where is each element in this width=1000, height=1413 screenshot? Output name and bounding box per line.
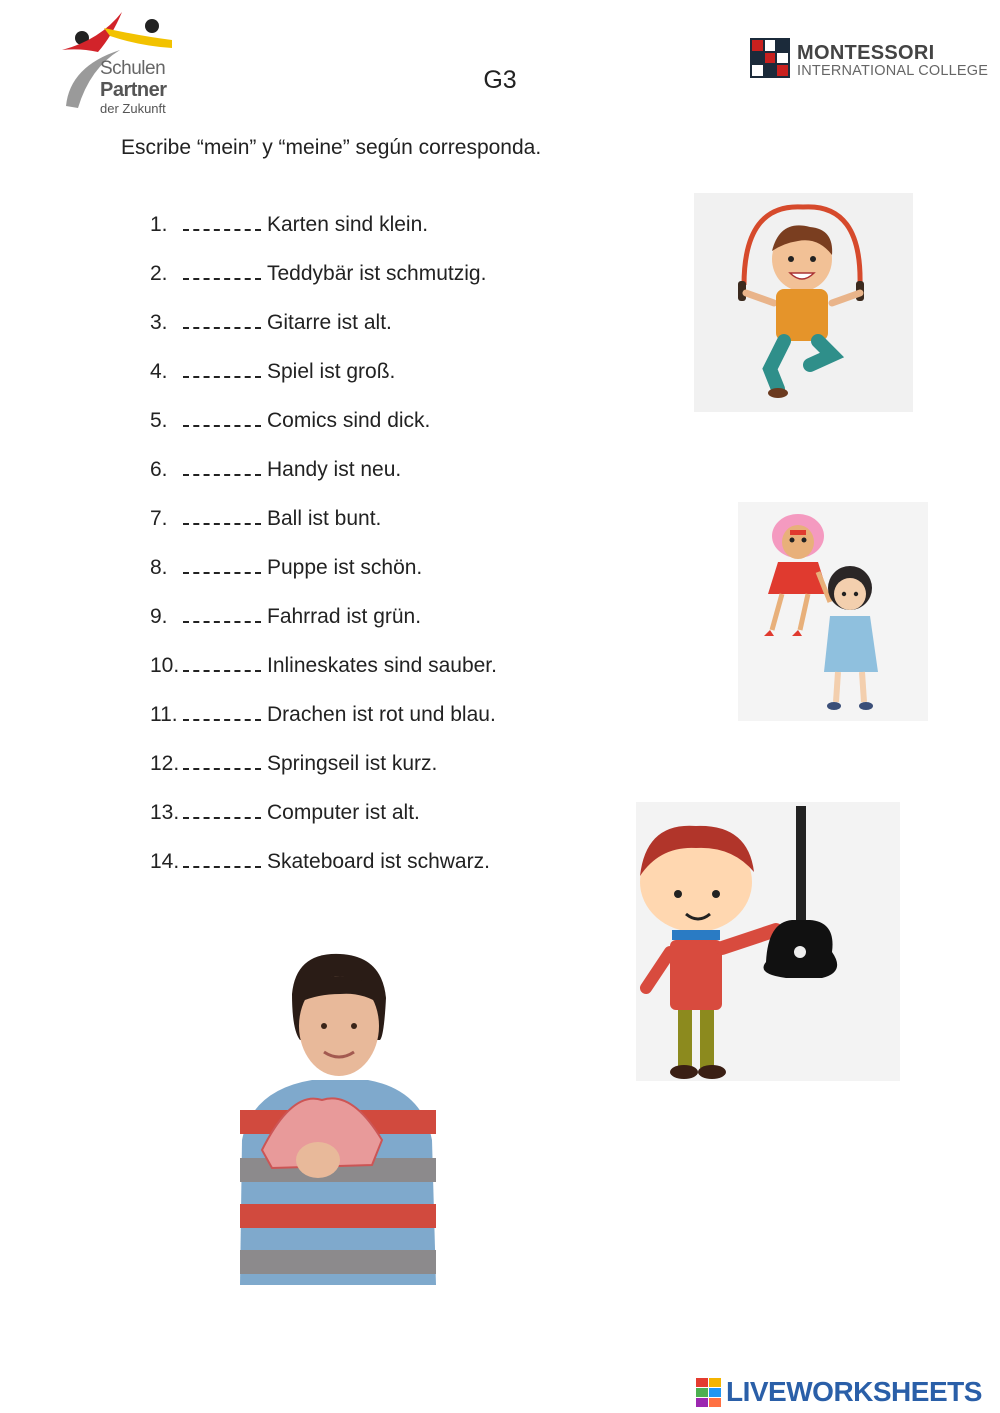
answer-blank[interactable] (183, 866, 261, 868)
exercise-sentence: Fahrrad ist grün. (267, 605, 422, 628)
page-title: G3 (483, 66, 517, 94)
exercise-number: 12. (150, 752, 180, 775)
montessori-logo (750, 38, 990, 80)
answer-blank[interactable] (183, 572, 261, 574)
boy-holding-cards-photo (222, 940, 450, 1285)
exercise-item (150, 357, 395, 387)
answer-blank[interactable] (183, 376, 261, 378)
exercise-item (150, 847, 490, 877)
exercise-item (150, 406, 430, 436)
exercise-sentence: Drachen ist rot und blau. (267, 703, 496, 726)
exercise-sentence: Skateboard ist schwarz. (267, 850, 490, 873)
schulen-logo-line-3: der Zukunft (100, 101, 166, 116)
exercise-item (150, 308, 392, 338)
exercise-sentence: Inlineskates sind sauber. (267, 654, 497, 677)
answer-blank[interactable] (183, 817, 261, 819)
exercise-sentence: Ball ist bunt. (267, 507, 382, 530)
answer-blank[interactable] (183, 523, 261, 525)
exercise-item (150, 504, 381, 534)
exercise-sentence: Teddybär ist schmutzig. (267, 262, 487, 285)
exercise-number: 4. (150, 360, 168, 383)
answer-blank[interactable] (183, 768, 261, 770)
exercise-number: 11. (150, 703, 178, 726)
schulen-logo-line-1: Schulen (100, 58, 166, 79)
exercise-number: 6. (150, 458, 168, 481)
exercise-number: 3. (150, 311, 168, 334)
answer-blank[interactable] (183, 278, 261, 280)
liveworksheets-brand-text: LIVEWORKSHEETS (726, 1376, 982, 1407)
exercise-sentence: Karten sind klein. (267, 213, 429, 236)
schulen-logo-line-2: Partner (100, 79, 167, 101)
exercise-item (150, 455, 401, 485)
answer-blank[interactable] (183, 327, 261, 329)
exercise-item (150, 798, 420, 828)
boy-with-guitar-illustration (636, 802, 900, 1081)
liveworksheets-logo (696, 1374, 996, 1410)
montessori-logo-subtitle: INTERNATIONAL COLLEGE (797, 63, 989, 79)
exercise-sentence: Puppe ist schön. (267, 556, 423, 579)
girl-with-doll-illustration (738, 502, 928, 721)
answer-blank[interactable] (183, 229, 261, 231)
exercise-item (150, 651, 497, 681)
exercise-item (150, 553, 422, 583)
exercise-sentence: Computer ist alt. (267, 801, 420, 824)
jump-rope-boy-illustration (694, 193, 913, 412)
answer-blank[interactable] (183, 719, 261, 721)
schulen-partner-logo (60, 6, 175, 116)
exercise-sentence: Spiel ist groß. (267, 360, 396, 383)
exercise-number: 9. (150, 605, 168, 628)
answer-blank[interactable] (183, 621, 261, 623)
exercise-item (150, 749, 437, 779)
exercise-number: 8. (150, 556, 168, 579)
exercise-sentence: Comics sind dick. (267, 409, 431, 432)
exercise-number: 2. (150, 262, 168, 285)
exercise-number: 14. (150, 850, 180, 873)
exercise-number: 5. (150, 409, 168, 432)
montessori-grid-icon (750, 38, 790, 78)
exercise-sentence: Gitarre ist alt. (267, 311, 392, 334)
exercise-sentence: Springseil ist kurz. (267, 752, 438, 775)
exercise-number: 10. (150, 654, 180, 677)
answer-blank[interactable] (183, 670, 261, 672)
liveworksheets-blocks-icon (696, 1378, 722, 1408)
answer-blank[interactable] (183, 425, 261, 427)
exercise-sentence: Handy ist neu. (267, 458, 402, 481)
exercise-item (150, 700, 496, 730)
exercise-item (150, 210, 428, 240)
exercise-item (150, 259, 486, 289)
exercise-number: 1. (150, 213, 168, 236)
exercise-number: 13. (150, 801, 180, 824)
answer-blank[interactable] (183, 474, 261, 476)
exercise-number: 7. (150, 507, 168, 530)
exercise-item (150, 602, 421, 632)
instruction-text: Escribe “mein” y “meine” según corresponda. (121, 136, 542, 159)
montessori-logo-name: MONTESSORI (797, 42, 935, 64)
